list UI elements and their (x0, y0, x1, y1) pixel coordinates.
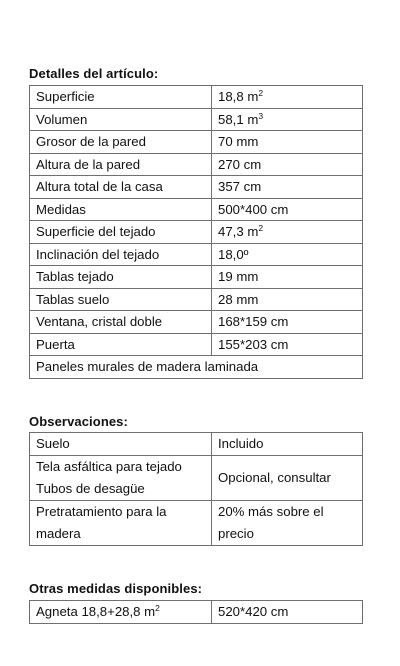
row-value: 28 mm (212, 288, 363, 311)
row-label: Superficie (30, 86, 212, 109)
table-row (30, 311, 363, 334)
table-row (30, 131, 363, 154)
row-label: Grosor de la pared (30, 131, 212, 154)
row-label: Altura total de la casa (30, 176, 212, 199)
row-value: 168*159 cm (212, 311, 363, 334)
table-row (30, 455, 363, 500)
table-row (30, 108, 363, 131)
row-label: Ventana, cristal doble (30, 311, 212, 334)
table-row (30, 356, 363, 379)
table-row (30, 333, 363, 356)
row-full-width: Paneles murales de madera laminada (30, 356, 363, 379)
table-row (30, 266, 363, 289)
table-row (30, 176, 363, 199)
row-label: Tela asfáltica para tejado Tubos de desagüe (30, 455, 212, 500)
observations-table (29, 432, 363, 546)
row-label: Suelo (30, 433, 212, 456)
table-row (30, 221, 363, 244)
row-value: 18,8 $m^2$ (212, 86, 363, 109)
row-value: 19 mm (212, 266, 363, 289)
row-value: Opcional, consultar (212, 455, 363, 500)
table-row (30, 601, 363, 624)
row-label: Puerta (30, 333, 212, 356)
row-value: 20% más sobre el precio (212, 500, 363, 545)
table-row (30, 500, 363, 545)
table-row (30, 198, 363, 221)
row-label: Altura de la pared (30, 153, 212, 176)
row-label: Superficie del tejado (30, 221, 212, 244)
row-value: 47,3 $m^2$ (212, 221, 363, 244)
row-value: 18,0º (212, 243, 363, 266)
table-row (30, 433, 363, 456)
row-value: 270 cm (212, 153, 363, 176)
row-label: Volumen (30, 108, 212, 131)
other-sizes-heading: Otras medidas disponibles: (29, 581, 203, 596)
row-label: Medidas (30, 198, 212, 221)
table-row (30, 86, 363, 109)
row-label: Tablas suelo (30, 288, 212, 311)
row-value: Incluido (212, 433, 363, 456)
row-value: 500*400 cm (212, 198, 363, 221)
row-label: Agneta 18,8+28,8 $m^2$ (30, 601, 212, 624)
table-row (30, 243, 363, 266)
row-value: 58,1 $m^3$ (212, 108, 363, 131)
details-heading: Detalles del artículo: (29, 66, 159, 81)
table-row (30, 153, 363, 176)
other-sizes-table (29, 600, 363, 624)
row-value: 155*203 cm (212, 333, 363, 356)
row-label: Pretratamiento para la madera (30, 500, 212, 545)
row-label: Tablas tejado (30, 266, 212, 289)
row-value: 70 mm (212, 131, 363, 154)
observations-heading: Observaciones: (29, 414, 128, 429)
row-value: 357 cm (212, 176, 363, 199)
row-value: 520*420 cm (212, 601, 363, 624)
table-row (30, 288, 363, 311)
details-table (29, 85, 363, 379)
row-label: Inclinación del tejado (30, 243, 212, 266)
